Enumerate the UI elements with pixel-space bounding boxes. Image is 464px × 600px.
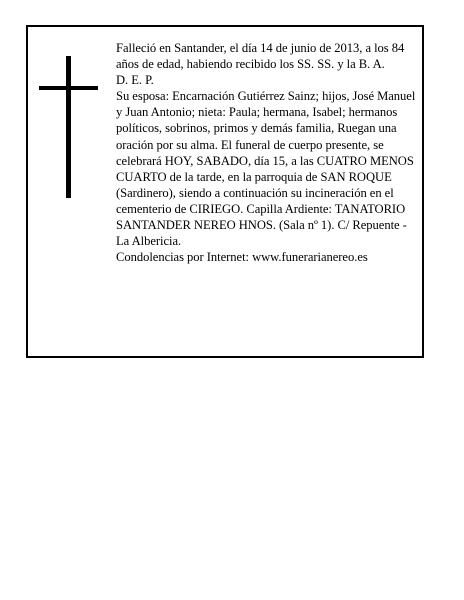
cross-vertical-bar bbox=[66, 56, 71, 198]
rest-in-peace: D. E. P. bbox=[116, 73, 154, 88]
family-and-funeral-details: Su esposa: Encarnación Gutiérrez Sainz; hijos, José Manuel y Juan Antonio; nieta: Paula; hermana, Isabel; hermanos políticos, sobrinos, primos y demás familia, Ruegan una oración por su alma. El funeral de cuerpo presente, se celebrará HOY, SABADO, día 15, a las CUATRO MENOS CUARTO de la tarde, en la parroquia de SAN ROQUE (Sardinero), siendo a continuación su incineración en el cementerio de CIRIEGO. Capilla Ardiente: TANATORIO SANTANDER NEREO HNOS. (Sala nº 1). C/ Repuente - La Albericia. bbox=[116, 89, 416, 249]
cross-horizontal-bar bbox=[39, 86, 98, 90]
obituary-notice bbox=[26, 25, 424, 358]
obituary-text bbox=[116, 40, 421, 265]
condolences-line: Condolencias por Internet: www.funerarianereo.es bbox=[116, 250, 368, 265]
death-announcement: Falleció en Santander, el día 14 de junio de 2013, a los 84 años de edad, habiendo recibido los SS. SS. y la B. A. bbox=[116, 41, 405, 72]
